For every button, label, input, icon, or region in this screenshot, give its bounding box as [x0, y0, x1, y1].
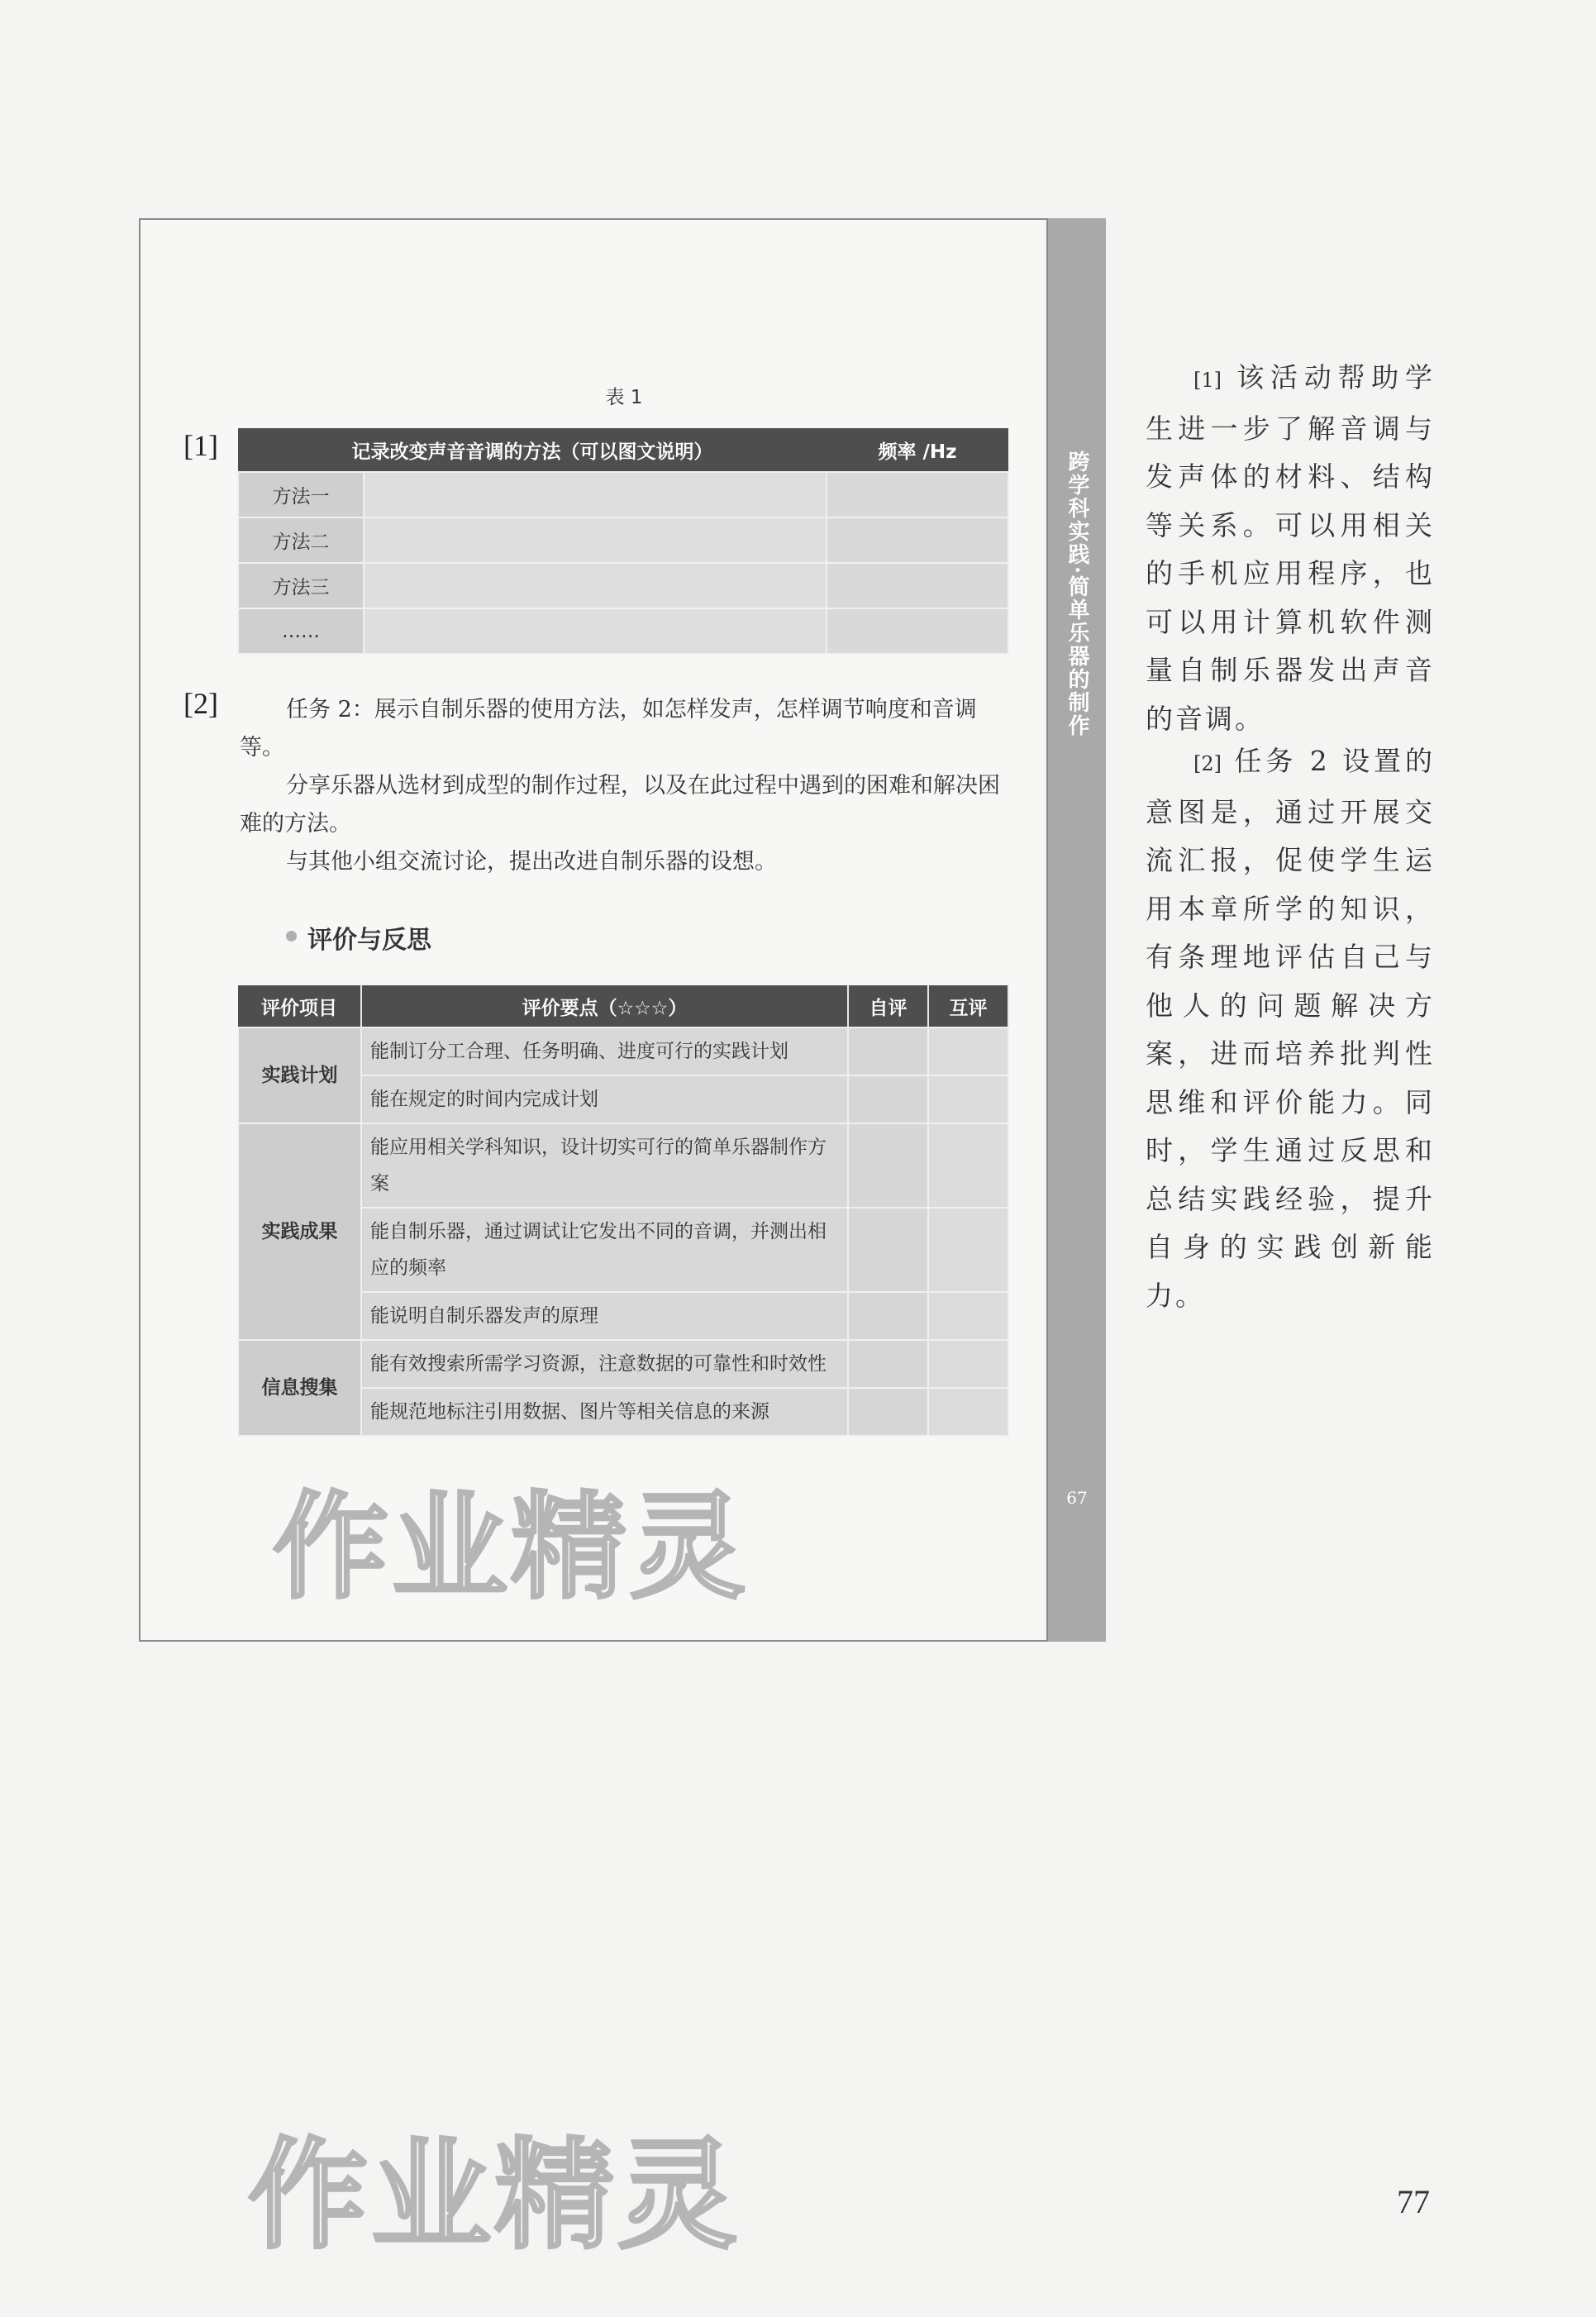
- eval-category: 实践计划: [238, 1027, 361, 1123]
- self-score-cell[interactable]: [848, 1075, 928, 1123]
- inner-page-number: 67: [1066, 1488, 1088, 1508]
- table1-header-frequency: 频率 /Hz: [827, 428, 1008, 472]
- peer-score-cell[interactable]: [928, 1388, 1008, 1436]
- side-band: [1048, 218, 1106, 1642]
- table-row: [238, 1340, 1008, 1388]
- table-row: [238, 563, 1008, 608]
- table1-cell: [364, 608, 827, 654]
- table1-cell: [364, 563, 827, 608]
- table-row: [238, 1027, 1008, 1075]
- eval-header-peer: 互评: [928, 985, 1008, 1027]
- self-score-cell[interactable]: [848, 1340, 928, 1388]
- page-number: 77: [1397, 2183, 1430, 2220]
- table-row: [238, 608, 1008, 654]
- table1-header-method: 记录改变声音音调的方法（可以图文说明）: [238, 428, 827, 472]
- table-row: [238, 472, 1008, 517]
- peer-score-cell[interactable]: [928, 1292, 1008, 1340]
- eval-point: 能有效搜索所需学习资源，注意数据的可靠性和时效性: [361, 1340, 848, 1388]
- self-score-cell[interactable]: [848, 1208, 928, 1292]
- eval-header-self: 自评: [848, 985, 928, 1027]
- margin-note-1: [1146, 354, 1435, 743]
- side-title: 跨学科实践·简单乐器的制作: [1065, 451, 1089, 738]
- peer-score-cell[interactable]: [928, 1027, 1008, 1075]
- peer-score-cell[interactable]: [928, 1123, 1008, 1208]
- eval-point: 能应用相关学科知识，设计切实可行的简单乐器制作方案: [361, 1123, 848, 1208]
- table1-cell: [364, 517, 827, 563]
- eval-category: 信息搜集: [238, 1340, 361, 1436]
- marker-1: [1]: [183, 429, 218, 462]
- eval-point: 能自制乐器，通过调试让它发出不同的音调，并测出相应的频率: [361, 1208, 848, 1292]
- self-score-cell[interactable]: [848, 1123, 928, 1208]
- eval-header-item: 评价项目: [238, 985, 361, 1027]
- note-index: [2]: [1193, 752, 1222, 775]
- watermark-lower: 作业精灵: [248, 2126, 741, 2266]
- evaluation-table: [237, 985, 1009, 1437]
- section-heading: 评价与反思: [307, 926, 431, 955]
- peer-score-cell[interactable]: [928, 1340, 1008, 1388]
- note-text: 该活动帮助学生进一步了解音调与发声体的材料、结构等关系。可以用相关的手机应用程序，也可以用计算机软件测量自制乐器发出声音的音调。: [1146, 361, 1435, 735]
- self-score-cell[interactable]: [848, 1027, 928, 1075]
- table1-cell: [827, 517, 1008, 563]
- note-index: [1]: [1193, 369, 1222, 392]
- watermark-upper: 作业精灵: [273, 1480, 750, 1615]
- table1-cell: [827, 472, 1008, 517]
- table-row: [238, 1123, 1008, 1208]
- note-text: 任务 2 设置的意图是，通过开展交流汇报，促使学生运用本章所学的知识，有条理地评估自己与他人的问题解决方案，进而培养批判性思维和评价能力。同时，学生通过反思和总结实践经验，提升自身的实践创新能力。: [1146, 745, 1435, 1312]
- task2-paragraph: 任务 2：展示自制乐器的使用方法，如怎样发声，怎样调节响度和音调等。: [240, 697, 977, 760]
- table-row: [238, 517, 1008, 563]
- task2-paragraph: 分享乐器从选材到成型的制作过程，以及在此过程中遇到的困难和解决困难的方法。: [240, 773, 1000, 837]
- self-score-cell[interactable]: [848, 1292, 928, 1340]
- table-caption: 表 1: [605, 387, 643, 408]
- task2-text: [240, 691, 1012, 881]
- self-score-cell[interactable]: [848, 1388, 928, 1436]
- table1-row-label: ……: [238, 608, 364, 654]
- marker-2: [2]: [183, 687, 218, 720]
- table1-row-label: 方法三: [238, 563, 364, 608]
- eval-header-points: 评价要点（☆☆☆）: [361, 985, 848, 1027]
- eval-category: 实践成果: [238, 1123, 361, 1340]
- bullet-dot: [286, 931, 297, 942]
- peer-score-cell[interactable]: [928, 1075, 1008, 1123]
- peer-score-cell[interactable]: [928, 1208, 1008, 1292]
- table-1: [237, 428, 1009, 655]
- table1-cell: [364, 472, 827, 517]
- table1-row-label: 方法二: [238, 517, 364, 563]
- eval-point: 能制订分工合理、任务明确、进度可行的实践计划: [361, 1027, 848, 1075]
- margin-note-2: [1146, 737, 1435, 1320]
- table1-cell: [827, 608, 1008, 654]
- eval-point: 能在规定的时间内完成计划: [361, 1075, 848, 1123]
- eval-point: 能说明自制乐器发声的原理: [361, 1292, 848, 1340]
- task2-paragraph: 与其他小组交流讨论，提出改进自制乐器的设想。: [286, 849, 777, 875]
- table1-row-label: 方法一: [238, 472, 364, 517]
- eval-point: 能规范地标注引用数据、图片等相关信息的来源: [361, 1388, 848, 1436]
- table1-cell: [827, 563, 1008, 608]
